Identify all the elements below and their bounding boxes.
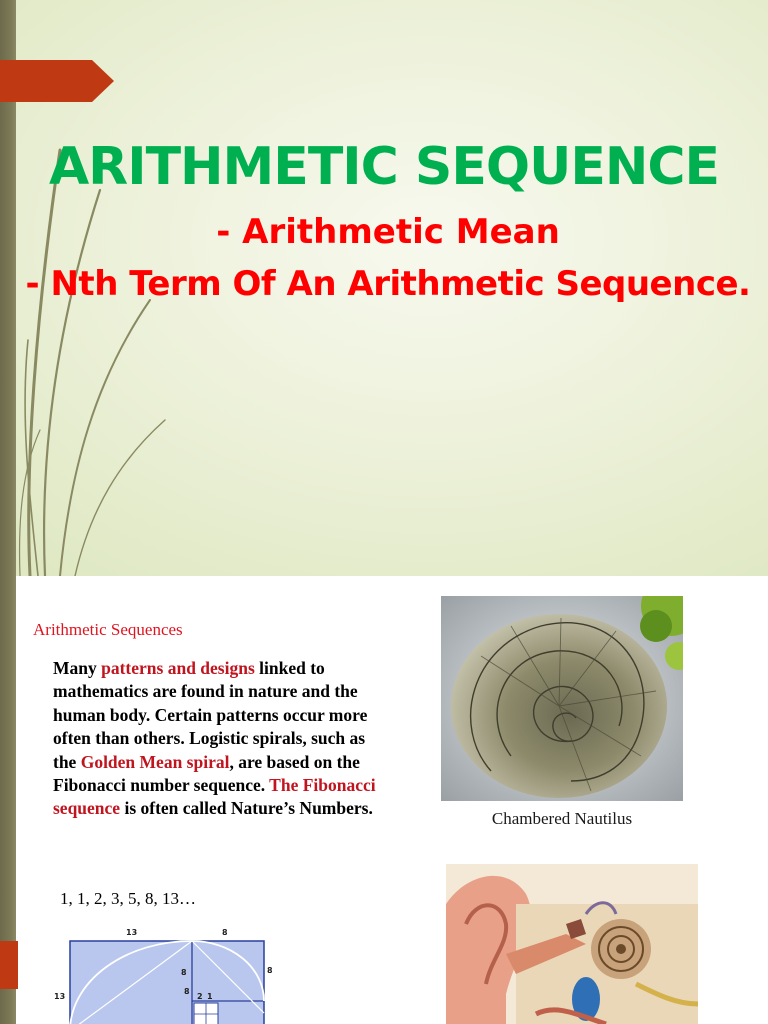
highlighted-phrase: patterns and designs [101, 658, 255, 678]
paragraph-text: , are based on the Fibonacci number sequence. [53, 751, 360, 796]
fib-label-8-mid-b: 8 [184, 987, 190, 996]
nautilus-shell-image [441, 596, 683, 801]
nautilus-caption: Chambered Nautilus [491, 809, 633, 828]
highlighted-phrase: Golden Mean spiral [80, 751, 230, 772]
fibonacci-rectangle-diagram [46, 923, 276, 1024]
fib-label-2: 2 [197, 992, 203, 1001]
human-ear-anatomy-image [446, 864, 698, 1024]
subtitle-arithmetic-mean: - Arithmetic Mean [216, 212, 560, 252]
arrow-tab-decoration [0, 60, 114, 102]
fibonacci-paragraph [53, 657, 383, 821]
slide-title: ARITHMETIC SEQUENCE [48, 137, 720, 197]
section-heading: Arithmetic Sequences [33, 620, 183, 639]
content-slide [0, 576, 768, 1024]
highlighted-phrase: The Fibonacci sequence [53, 775, 376, 819]
paragraph-text: is often called Nature’s Numbers. [120, 798, 373, 819]
paragraph-text: linked to mathematics are found in nature and the human body. Certain patterns occur more often than others. Logistic spirals, such as the [53, 658, 368, 772]
fib-label-8-top: 8 [222, 928, 228, 937]
fib-label-1: 1 [207, 992, 213, 1001]
fib-label-13-top: 13 [126, 928, 138, 937]
fib-label-13-left: 13 [54, 992, 66, 1001]
paragraph-text: Many [53, 658, 102, 678]
subtitle-nth-term: - Nth Term Of An Arithmetic Sequence. [25, 264, 751, 304]
fibonacci-sequence-text: 1, 1, 2, 3, 5, 8, 13… [60, 889, 196, 908]
fib-label-8-right: 8 [267, 966, 273, 975]
fib-label-8-mid-a: 8 [181, 968, 187, 977]
arrow-tab-decoration [0, 941, 18, 989]
